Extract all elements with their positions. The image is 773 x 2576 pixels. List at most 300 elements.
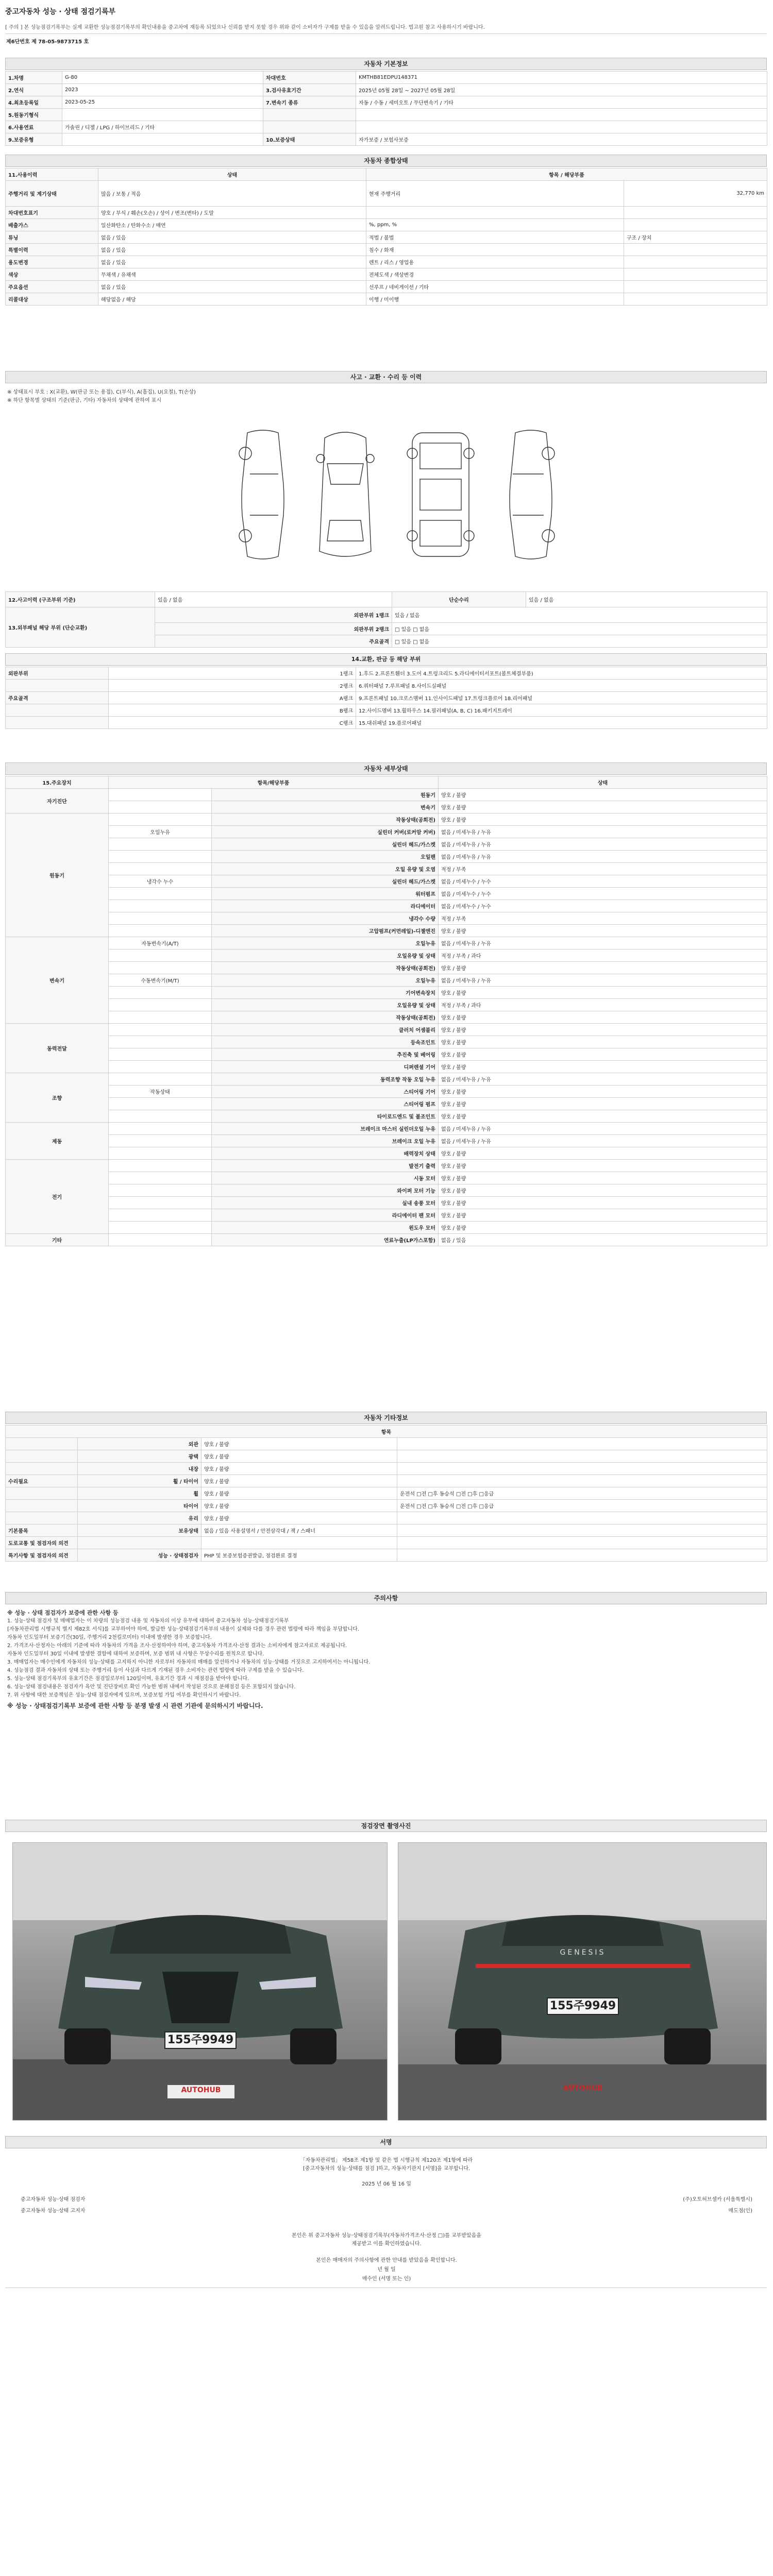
accident-label: 주요골격: [155, 635, 392, 648]
accident-value: 있음 / 없음: [526, 592, 767, 607]
general-options: 많음 / 보통 / 적음: [98, 181, 366, 207]
panel-rank: A랭크: [109, 692, 356, 704]
detail-row: [6, 888, 767, 900]
caution-line: [자동차관리법 시행규칙 별지 제82호 서식]를 교부하여야 하며, 발급한 성능·상태점검기록부의 내용이 실제와 다를 경우 관련 법령에 따라 책임을 부담합니다.: [7, 1626, 360, 1632]
car-top-diagram: [316, 432, 374, 556]
other-row: [6, 1450, 767, 1463]
general-header: 항목 / 해당부품: [366, 168, 767, 181]
detail-subgroup: 수동변속기(M/T): [109, 974, 212, 987]
other-extra: [397, 1450, 767, 1463]
car-side-left-diagram: [239, 430, 284, 559]
detail-row: [6, 974, 767, 987]
detail-item: 오일누유: [212, 974, 439, 987]
general-detail: 현재 주행거리: [366, 181, 624, 207]
section-photos: 점검장면 촬영사진: [5, 1820, 767, 1832]
detail-item: 원동기: [212, 789, 439, 801]
other-value: 양호 / 불량: [201, 1450, 397, 1463]
detail-status: 적정 / 부족 / 과다: [439, 999, 767, 1011]
detail-status: 없음 / 미세누유 / 누유: [439, 826, 767, 838]
detail-row: [6, 925, 767, 937]
other-extra: 운전석 □전 □후 동승석 □전 □후 □응급: [397, 1487, 767, 1500]
detail-status: 없음 / 미세누유 / 누유: [439, 851, 767, 863]
detail-row: [6, 1135, 767, 1147]
detail-status: 적정 / 부족 / 과다: [439, 950, 767, 962]
detail-row: [6, 1048, 767, 1061]
other-extra: 운전석 □전 □후 동승석 □전 □후 □응급: [397, 1500, 767, 1512]
detail-subgroup: [109, 1222, 212, 1234]
detail-group: 원동기: [6, 814, 109, 937]
detail-subgroup: 자동변속기(A/T): [109, 937, 212, 950]
car-side-right-diagram: [510, 430, 554, 559]
accident-label: 12.사고이력 (구조부위 기준): [6, 592, 155, 607]
detail-status: 양호 / 불량: [439, 1172, 767, 1184]
detail-group: 기타: [6, 1234, 109, 1246]
detail-status: 없음 / 미세누유 / 누유: [439, 1073, 767, 1086]
detail-row: [6, 1222, 767, 1234]
detail-table: [5, 776, 767, 1246]
sign-inspector: (주)오토허브셀카 (서울특별시): [683, 2197, 752, 2202]
panel-group: [6, 704, 109, 717]
other-item: 휠: [78, 1487, 201, 1500]
other-table: [5, 1425, 767, 1562]
detail-item: 실린더 커버(로커암 커버): [212, 826, 439, 838]
other-item: 휠 / 타이어: [78, 1475, 201, 1487]
car-underbody-diagram: [407, 433, 474, 556]
basic-label: [263, 121, 356, 133]
general-options: 무채색 / 유채색: [98, 268, 366, 281]
panel-rank: C랭크: [109, 717, 356, 729]
general-header: 상태: [98, 168, 366, 181]
other-item: [78, 1537, 201, 1549]
detail-status: 양호 / 불량: [439, 789, 767, 801]
detail-status: 적정 / 부족: [439, 912, 767, 925]
detail-item: 작동상태(공회전): [212, 814, 439, 826]
section-caution: 주의사항: [5, 1592, 767, 1604]
basic-value: G-80: [62, 72, 263, 84]
detail-status: 적정 / 부족: [439, 863, 767, 875]
detail-row: [6, 1098, 767, 1110]
detail-status: 양호 / 불량: [439, 925, 767, 937]
general-options: 해당없음 / 해당: [98, 293, 366, 306]
accident-value: 있음 / 없음: [392, 607, 767, 623]
detail-item: 오일유량 및 상태: [212, 999, 439, 1011]
general-value: 구조 / 장치: [624, 231, 767, 244]
detail-row: [6, 962, 767, 974]
other-value: 양호 / 불량: [201, 1463, 397, 1475]
general-detail: 렌트 / 리스 / 영업용: [366, 256, 624, 268]
detail-subgroup: [109, 1135, 212, 1147]
general-label: 색상: [6, 268, 98, 281]
accident-label: 외판부위 2랭크: [155, 623, 392, 635]
detail-item: 오일유량 및 상태: [212, 950, 439, 962]
general-value: [624, 207, 767, 219]
other-row: [6, 1463, 767, 1475]
other-group: [6, 1463, 78, 1475]
detail-subgroup: [109, 1123, 212, 1135]
general-header: 11.사용이력: [6, 168, 98, 181]
detail-status: 양호 / 불량: [439, 1024, 767, 1036]
detail-status: 없음 / 있음: [439, 1234, 767, 1246]
other-row: [6, 1512, 767, 1524]
other-item: 성능 · 상태점검자: [78, 1549, 201, 1562]
detail-subgroup: [109, 838, 212, 851]
panel-items: 1.후드 2.프론트휀더 3.도어 4.트렁크리드 5.라디에이터서포트(볼트체결부품): [356, 667, 767, 680]
detail-subgroup: [109, 1160, 212, 1172]
detail-status: 없음 / 미세누수 / 누수: [439, 888, 767, 900]
basic-label: 2.연식: [6, 84, 62, 96]
rear-photo: [398, 1842, 767, 2121]
other-value: 양호 / 불량: [201, 1500, 397, 1512]
detail-item: 오일 유량 및 오염: [212, 863, 439, 875]
detail-subgroup: [109, 1147, 212, 1160]
general-label: 차대번호표기: [6, 207, 98, 219]
detail-item: 타이로드엔드 및 볼조인트: [212, 1110, 439, 1123]
detail-row: [6, 826, 767, 838]
accident-label: 단순수리: [392, 592, 526, 607]
general-label: 용도변경: [6, 256, 98, 268]
detail-row: [6, 912, 767, 925]
general-options: 일산화탄소 / 탄화수소 / 매연: [98, 219, 366, 231]
other-extra: [397, 1438, 767, 1450]
doc-title: 중고자동차 성능 · 상태 점검기록부: [5, 8, 116, 16]
detail-status: 양호 / 불량: [439, 1160, 767, 1172]
caution-title: ※ 성능 · 상태 점검자가 보증에 관한 사항 등: [7, 1609, 119, 1616]
detail-item: 워터펌프: [212, 888, 439, 900]
detail-status: 양호 / 불량: [439, 1184, 767, 1197]
general-detail: 선루프 / 네비게이션 / 기타: [366, 281, 624, 293]
other-group: 도로교통 및 점검자의 의견: [6, 1537, 78, 1549]
detail-row: [6, 1197, 767, 1209]
detail-item: 작동상태(공회전): [212, 962, 439, 974]
other-value: 양호 / 불량: [201, 1475, 397, 1487]
detail-subgroup: [109, 1036, 212, 1048]
other-item: 타이어: [78, 1500, 201, 1512]
general-label: 리콜대상: [6, 293, 98, 306]
basic-label: 7.변속기 종류: [263, 96, 356, 109]
caution-line: 6. 성능·상태 점검내용은 점검자가 육안 및 진단장비로 확인 가능한 범위 내에서 작성된 것으로 분해점검 등은 포함되지 않습니다.: [7, 1684, 296, 1690]
detail-group: 자기진단: [6, 789, 109, 814]
basic-value: 2023: [62, 84, 263, 96]
general-label: 배출가스: [6, 219, 98, 231]
panel-group: 외판부위: [6, 667, 109, 680]
detail-row: [6, 838, 767, 851]
detail-row: [6, 801, 767, 814]
detail-subgroup: [109, 1073, 212, 1086]
general-options: 양호 / 부식 / 훼손(오손) / 상이 / 변조(변타) / 도말: [98, 207, 366, 219]
detail-status: 양호 / 불량: [439, 987, 767, 999]
detail-item: 변속기: [212, 801, 439, 814]
detail-subgroup: [109, 1024, 212, 1036]
other-row: [6, 1438, 767, 1450]
detail-subgroup: [109, 900, 212, 912]
detail-subgroup: [109, 1061, 212, 1073]
detail-subgroup: [109, 999, 212, 1011]
panel-items: 15.대쉬패널 19.플로어패널: [356, 717, 767, 729]
panel-group: [6, 680, 109, 692]
detail-item: 발전기 출력: [212, 1160, 439, 1172]
sign-inspector-label: 중고자동차 성능·상태 점검자: [21, 2197, 86, 2202]
detail-row: [6, 1123, 767, 1135]
other-value: PHP 및 보증보험증권발급, 점검완료 결정: [201, 1549, 397, 1562]
document-header: [5, 5, 767, 45]
sign-confirm: 제공받고 이를 확인하였습니다.: [351, 2241, 422, 2247]
detail-status: 양호 / 불량: [439, 814, 767, 826]
panel-items: 6.쿼터패널 7.루프패널 8.사이드실패널: [356, 680, 767, 692]
detail-subgroup: [109, 1172, 212, 1184]
general-detail: %, ppm, %: [366, 219, 624, 231]
detail-subgroup: [109, 1011, 212, 1024]
general-value: [624, 281, 767, 293]
detail-status: 없음 / 미세누유 / 누유: [439, 838, 767, 851]
mileage-value: 32,770 km: [624, 181, 767, 207]
general-label: 주요옵션: [6, 281, 98, 293]
rear-car-illustration: [398, 1843, 767, 2121]
detail-subgroup: [109, 1209, 212, 1222]
detail-header: 항목/해당부품: [109, 776, 439, 789]
other-value: 양호 / 불량: [201, 1438, 397, 1450]
other-group: [6, 1487, 78, 1500]
basic-value: [62, 109, 263, 121]
detail-row: [6, 875, 767, 888]
accident-label: 13.외부패널 해당 부위 (단순교환): [6, 607, 155, 648]
detail-row: [6, 1011, 767, 1024]
detail-status: 양호 / 불량: [439, 1036, 767, 1048]
detail-group: 제동: [6, 1123, 109, 1160]
other-item: 내장: [78, 1463, 201, 1475]
detail-group: 전기: [6, 1160, 109, 1234]
detail-status: 없음 / 미세누유 / 누유: [439, 1135, 767, 1147]
detail-status: 양호 / 불량: [439, 1209, 767, 1222]
basic-value: 2023-05-25: [62, 96, 263, 109]
sign-seller-label: 중고자동차 성능·상태 고지자: [21, 2208, 86, 2214]
accident-value: □ 있음 □ 없음: [392, 635, 767, 648]
other-header: 항목: [6, 1426, 767, 1438]
other-extra: [397, 1549, 767, 1562]
detail-row: [6, 1024, 767, 1036]
rear-badge: GENESIS: [560, 1948, 606, 1957]
sign-date: 2025 년 06 월 16 일: [362, 2181, 411, 2187]
other-extra: [397, 1463, 767, 1475]
detail-subgroup: [109, 1110, 212, 1123]
rear-banner: AUTOHUB: [563, 2084, 603, 2092]
other-row: [6, 1500, 767, 1512]
detail-subgroup: [109, 863, 212, 875]
section-basic: 자동차 기본정보: [5, 58, 767, 70]
general-options: 없음 / 있음: [98, 244, 366, 256]
detail-item: 실내 송풍 모터: [212, 1197, 439, 1209]
basic-label: 차대번호: [263, 72, 356, 84]
other-item: 유리: [78, 1512, 201, 1524]
other-group: 특기사항 및 점검자의 의견: [6, 1549, 78, 1562]
detail-item: 동력조향 작동 오일 누유: [212, 1073, 439, 1086]
detail-row: [6, 863, 767, 875]
sign-confirm: 본인은 매매자의 주의사항에 관한 안내를 받았음을 확인합니다.: [316, 2258, 457, 2263]
other-item: 외관: [78, 1438, 201, 1450]
section-detail: 자동차 세부상태: [5, 762, 767, 775]
detail-status: 양호 / 불량: [439, 1147, 767, 1160]
general-label: 특별이력: [6, 244, 98, 256]
detail-row: [6, 789, 767, 801]
detail-subgroup: [109, 1098, 212, 1110]
basic-value: [356, 121, 767, 133]
section-sign: 서명: [5, 2136, 767, 2148]
other-row: [6, 1549, 767, 1562]
detail-status: 양호 / 불량: [439, 1061, 767, 1073]
detail-row: [6, 1184, 767, 1197]
caution-line: 자동차 인도일부터 보증기간(30일, 주행거리 2천킬로미터) 이내에 발생한 경우 보증합니다.: [7, 1635, 212, 1640]
detail-item: 라디에이터: [212, 900, 439, 912]
detail-item: 냉각수 수량: [212, 912, 439, 925]
detail-status: 없음 / 미세누수 / 누수: [439, 875, 767, 888]
panel-items: 9.프론트패널 10.크로스멤버 11.인사이드패널 17.트렁크플로어 18.리어패널: [356, 692, 767, 704]
panel-group: 주요골격: [6, 692, 109, 704]
detail-item: 시동 모터: [212, 1172, 439, 1184]
bottom-rule: [5, 2287, 767, 2288]
other-row: [6, 1524, 767, 1537]
detail-item: 등속조인트: [212, 1036, 439, 1048]
detail-subgroup: [109, 1197, 212, 1209]
detail-row: [6, 1036, 767, 1048]
detail-status: 양호 / 불량: [439, 1197, 767, 1209]
detail-status: 양호 / 불량: [439, 1086, 767, 1098]
other-row: [6, 1487, 767, 1500]
sign-seller: 매도점(인): [728, 2208, 752, 2214]
detail-status: 양호 / 불량: [439, 962, 767, 974]
general-value: [624, 293, 767, 306]
other-value: 양호 / 불량: [201, 1487, 397, 1500]
detail-header: 상태: [439, 776, 767, 789]
detail-row: [6, 1110, 767, 1123]
detail-row: [6, 1234, 767, 1246]
general-options: 없음 / 있음: [98, 281, 366, 293]
general-value: [624, 219, 767, 231]
general-label: 튜닝: [6, 231, 98, 244]
sign-confirm: 본인은 위 중고자동차 성능·상태점검기록부(자동차가격조사·산정 □)를 교부받았음을: [292, 2233, 481, 2239]
sign-date: 년 월 일: [377, 2267, 396, 2273]
general-value: [624, 244, 767, 256]
detail-subgroup: [109, 1184, 212, 1197]
detail-subgroup: 냉각수 누수: [109, 875, 212, 888]
detail-item: 작동상태(공회전): [212, 1011, 439, 1024]
detail-row: [6, 1209, 767, 1222]
front-car-illustration: [13, 1843, 388, 2121]
detail-subgroup: [109, 814, 212, 826]
caution-line: 7. 위 사항에 대한 보증책임은 성능·상태 점검자에게 있으며, 보증보험 가입 여부를 확인하시기 바랍니다.: [7, 1692, 241, 1698]
other-extra: [397, 1537, 767, 1549]
basic-label: 10.보증상태: [263, 133, 356, 146]
basic-value: 자동 / 수동 / 세미오토 / 무단변속기 / 기타: [356, 96, 767, 109]
basic-value: 가솔린 / 디젤 / LPG / 하이브리드 / 기타: [62, 121, 263, 133]
detail-row: [6, 937, 767, 950]
other-group: [6, 1450, 78, 1463]
accident-value: 있음 / 없음: [155, 592, 392, 607]
basic-label: 4.최초등록일: [6, 96, 62, 109]
basic-label: 9.보증유형: [6, 133, 62, 146]
caution-line: 1. 성능·상태 점검자 및 매매업자는 이 차량의 성능점검 내용 및 자동차의 이상 유무에 대하여 중고자동차 성능·상태점검기록부: [7, 1618, 289, 1624]
other-extra: [397, 1524, 767, 1537]
detail-row: [6, 1086, 767, 1098]
other-value: [201, 1537, 397, 1549]
detail-row: [6, 900, 767, 912]
general-detail: 전체도색 / 색상변경: [366, 268, 624, 281]
caution-line: 3. 매매업자는 매수인에게 자동차의 성능·상태를 고지하지 아니한 자로부터 자동차의 매매를 알선하거나 자동차의 성능·상태를 거짓으로 고지하여서는 아니됩니다.: [7, 1659, 371, 1665]
general-label: 주행거리 및 계기상태: [6, 181, 98, 207]
general-detail: 이행 / 미이행: [366, 293, 624, 306]
detail-item: 오일팬: [212, 851, 439, 863]
section-other: 자동차 기타정보: [5, 1412, 767, 1424]
car-diagram: [227, 422, 567, 567]
other-group: [6, 1500, 78, 1512]
panel-table: [5, 667, 767, 729]
other-group: [6, 1438, 78, 1450]
detail-item: 클러치 어셈블리: [212, 1024, 439, 1036]
detail-subgroup: [109, 950, 212, 962]
detail-status: 양호 / 불량: [439, 1110, 767, 1123]
accident-table: [5, 591, 767, 648]
basic-label: 5.원동기형식: [6, 109, 62, 121]
detail-item: 기어변속장치: [212, 987, 439, 999]
other-extra: [397, 1512, 767, 1524]
detail-subgroup: 오일누유: [109, 826, 212, 838]
other-row: [6, 1537, 767, 1549]
detail-item: 추진축 및 베어링: [212, 1048, 439, 1061]
rear-plate: 155주9949: [547, 1997, 619, 2015]
detail-row: [6, 814, 767, 826]
detail-item: 브레이크 마스터 실린더오일 누유: [212, 1123, 439, 1135]
detail-subgroup: [109, 1234, 212, 1246]
detail-row: [6, 1147, 767, 1160]
detail-subgroup: [109, 801, 212, 814]
general-detail: 적법 / 불법: [366, 231, 624, 244]
detail-status: 양호 / 불량: [439, 801, 767, 814]
caution-line: 2. 가격조사·산정자는 아래의 기준에 따라 자동차의 가격을 조사·산정하여야 하며, 중고자동차 가격조사·산정 결과는 소비자에게 참고자료로 제공됩니다.: [7, 1643, 347, 1649]
detail-group: 변속기: [6, 937, 109, 1024]
caution-line: 4. 성능점검 결과 자동차의 상태 또는 주행거리 등이 사실과 다르게 기재된 경우 소비자는 관련 법령에 따라 구제를 받을 수 있습니다.: [7, 1668, 304, 1673]
detail-row: [6, 851, 767, 863]
accident-value: □ 있음 □ 없음: [392, 623, 767, 635]
basic-value: KMTHB81EDPU148371: [356, 72, 767, 84]
detail-status: 없음 / 미세누유 / 누유: [439, 937, 767, 950]
detail-subgroup: [109, 925, 212, 937]
basic-value: [62, 133, 263, 146]
detail-item: 고압펌프(커먼레일)-디젤엔진: [212, 925, 439, 937]
general-value: [624, 256, 767, 268]
detail-status: 없음 / 미세누수 / 누수: [439, 900, 767, 912]
detail-item: 실린더 헤드/가스켓: [212, 875, 439, 888]
sign-line: 「자동차관리법」 제58조 제1항 및 같은 법 시행규칙 제120조 제1항에 따라: [300, 2158, 473, 2163]
detail-row: [6, 1061, 767, 1073]
detail-subgroup: [109, 1048, 212, 1061]
detail-item: 윈도우 모터: [212, 1222, 439, 1234]
other-row: [6, 1475, 767, 1487]
front-banner: AUTOHUB: [181, 2086, 221, 2094]
detail-row: [6, 987, 767, 999]
other-group: [6, 1512, 78, 1524]
front-photo: [12, 1842, 388, 2121]
detail-row: [6, 1073, 767, 1086]
detail-subgroup: [109, 912, 212, 925]
detail-item: 라디에이터 팬 모터: [212, 1209, 439, 1222]
detail-subgroup: [109, 888, 212, 900]
section-accident: 사고 · 교환 · 수리 등 이력: [5, 371, 767, 383]
panels-title: 14.교환, 판금 등 해당 부위: [5, 653, 767, 666]
detail-status: 양호 / 불량: [439, 1098, 767, 1110]
detail-group: 조향: [6, 1073, 109, 1123]
panel-items: 12.사이드멤버 13.휠하우스 14.필러패널(A, B, C) 16.패키지트레이: [356, 704, 767, 717]
legend-line: ※ 하단 항목별 상태의 기준(판금, 기타) 자동차의 상태에 관하여 표시: [7, 398, 162, 403]
panel-rank: B랭크: [109, 704, 356, 717]
detail-status: 양호 / 불량: [439, 1011, 767, 1024]
